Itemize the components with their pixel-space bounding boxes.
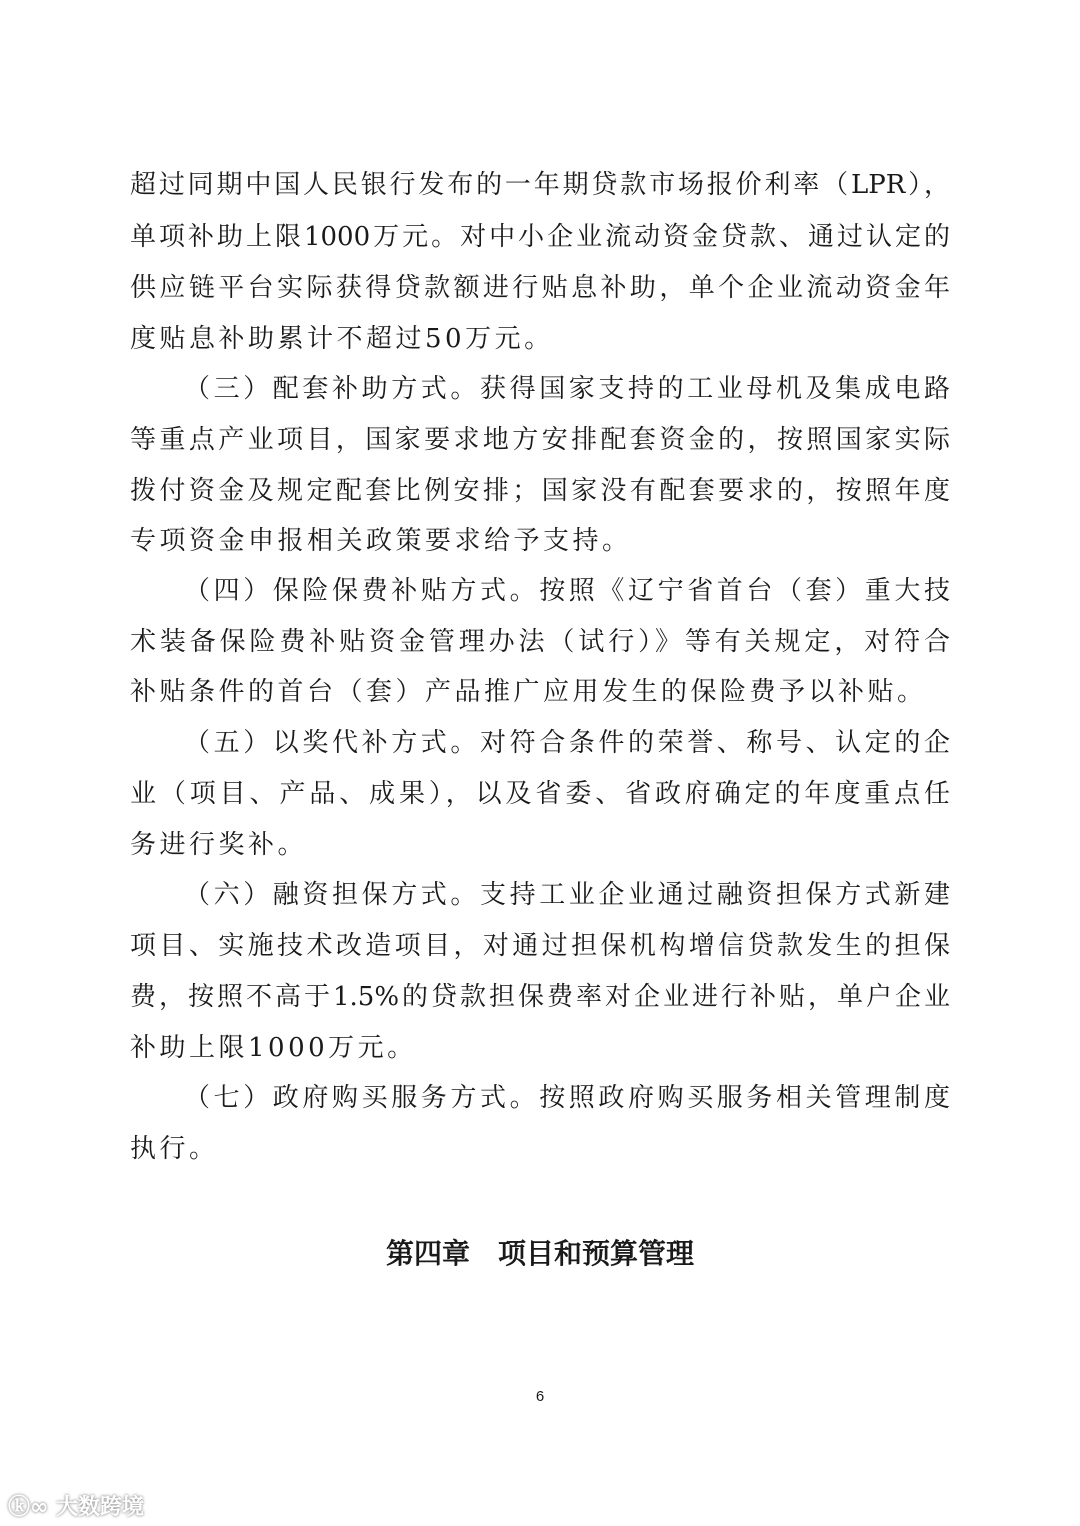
text-line: 费，按照不高于1.5%的贷款担保费率对企业进行补贴，单户企业 <box>130 982 950 1012</box>
text-line: 度贴息补助累计不超过50万元。 <box>130 324 554 354</box>
paragraph-start: （五）以奖代补方式。对符合条件的荣誉、称号、认定的企 <box>184 728 950 758</box>
text-line: 等重点产业项目，国家要求地方安排配套资金的，按照国家实际 <box>130 425 950 455</box>
text-line: 超过同期中国人民银行发布的一年期贷款市场报价利率（LPR）， <box>130 170 950 200</box>
text-line: 项目、实施技术改造项目，对通过担保机构增信贷款发生的担保 <box>130 931 950 961</box>
text-line: 拨付资金及规定配套比例安排；国家没有配套要求的，按照年度 <box>130 476 950 506</box>
watermark-text: 大数跨境 <box>56 1495 145 1520</box>
text-line: 补助上限1000万元。 <box>130 1033 417 1063</box>
watermark-icon: ⓚ∞ <box>8 1495 56 1520</box>
paragraph-start: （七）政府购买服务方式。按照政府购买服务相关管理制度 <box>184 1083 950 1113</box>
watermark-logo <box>8 1490 144 1521</box>
chapter-heading <box>0 1232 1080 1272</box>
chapter-number: 第四章 <box>385 1237 470 1270</box>
chapter-title: 项目和预算管理 <box>498 1237 695 1270</box>
page-number: 6 <box>535 1388 545 1405</box>
paragraph-start: （六）融资担保方式。支持工业企业通过融资担保方式新建 <box>184 880 950 910</box>
text-line: 单项补助上限1000万元。对中小企业流动资金贷款、通过认定的 <box>130 222 950 252</box>
text-line: 专项资金申报相关政策要求给予支持。 <box>130 526 632 556</box>
paragraph-start: （三）配套补助方式。获得国家支持的工业母机及集成电路 <box>184 374 950 404</box>
text-line: 业（项目、产品、成果），以及省委、省政府确定的年度重点任 <box>130 779 950 809</box>
paragraph-start: （四）保险保费补贴方式。按照《辽宁省首台（套）重大技 <box>184 576 950 606</box>
text-line: 务进行奖补。 <box>130 830 308 860</box>
text-line: 供应链平台实际获得贷款额进行贴息补助，单个企业流动资金年 <box>130 273 950 303</box>
text-line: 补贴条件的首台（套）产品推广应用发生的保险费予以补贴。 <box>130 677 927 707</box>
text-line: 术装备保险费补贴资金管理办法（试行）》等有关规定，对符合 <box>130 627 950 657</box>
text-line: 执行。 <box>130 1134 219 1164</box>
